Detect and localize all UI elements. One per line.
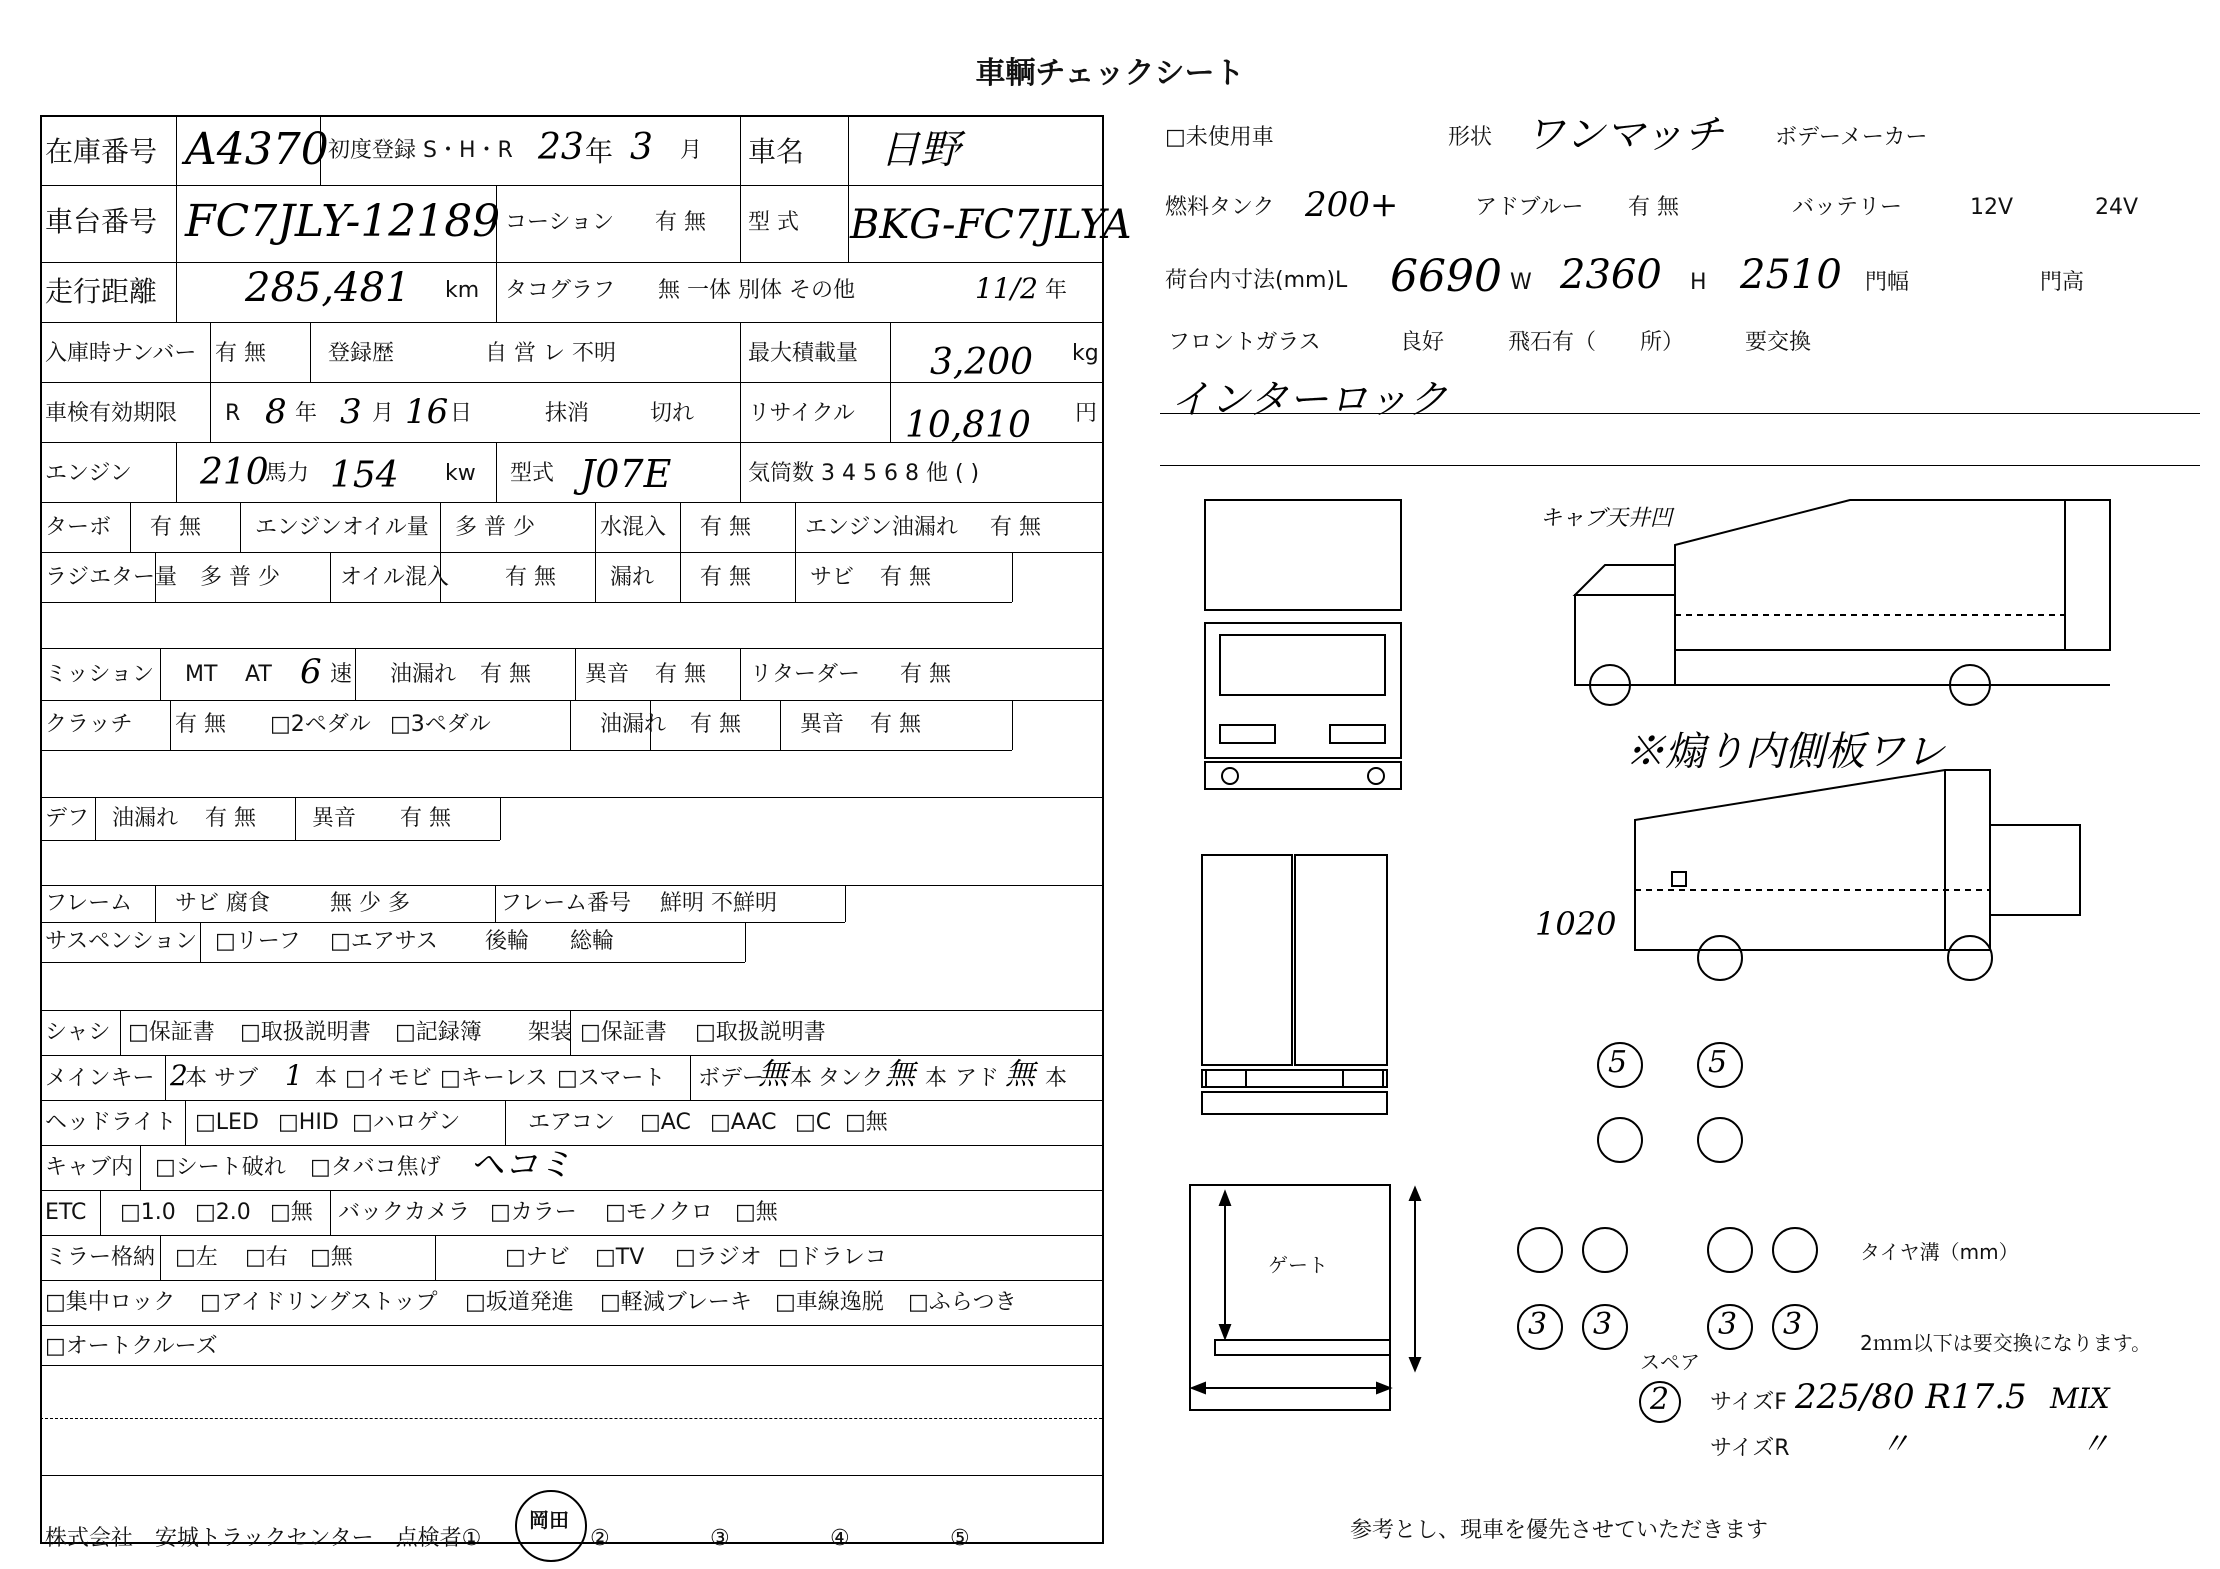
- recycle-label: リサイクル: [748, 401, 855, 426]
- engine-label: エンジン: [45, 461, 132, 486]
- registration-history-label: 登録歴: [328, 341, 395, 366]
- tire-rear-4: 3: [1783, 1307, 1803, 1342]
- first-registration-label: 初度登録 S・H・R: [328, 138, 513, 163]
- tire-rear-2: 3: [1593, 1307, 1613, 1342]
- first-registration-year: 23: [538, 127, 584, 168]
- tachograph-label: タコグラフ: [505, 278, 616, 303]
- caution-label: コーション: [505, 210, 615, 235]
- tire-size-rear: 〃: [1880, 1427, 1910, 1462]
- inspector-label: 株式会社 安城トラックセンター 点検者①: [45, 1526, 482, 1551]
- tire-rear-1: 3: [1528, 1307, 1548, 1342]
- first-registration-month: 3: [630, 127, 653, 168]
- cab-roof-note: キャブ天井凹: [1540, 506, 1673, 531]
- max-load-value: 3,200: [930, 342, 1034, 383]
- engine-model-value: J07E: [580, 452, 672, 496]
- inspection-expiry-label: 車検有効期限: [45, 401, 178, 426]
- chassis-number-value: FC7JLY-12189: [185, 196, 501, 247]
- footer-note: 参考とし、現車を優先させていただきます: [1350, 1518, 1769, 1543]
- chassis-number-label: 車台番号: [45, 205, 158, 238]
- model-label: 型 式: [748, 210, 799, 235]
- tire-front-right: 5: [1708, 1045, 1728, 1080]
- vehicle-name-value: 日野: [880, 127, 960, 173]
- mileage-label: 走行距離: [45, 275, 158, 308]
- body-damage-note: ※煽り内側板ワレ: [1625, 729, 1945, 775]
- model-value: BKG-FC7JLYA: [850, 202, 1132, 248]
- stock-number-label: 在庫番号: [45, 135, 158, 168]
- page-title: 車輌チェックシート: [975, 56, 1245, 91]
- tire-front-left: 5: [1608, 1045, 1628, 1080]
- vehicle-diagram: [1150, 480, 2210, 1440]
- tire-rear-3: 3: [1718, 1307, 1738, 1342]
- entry-plate-label: 入庫時ナンバー: [45, 341, 197, 366]
- mileage-value: 285,481: [245, 265, 411, 311]
- vehicle-name-label: 車名: [748, 135, 805, 168]
- max-load-label: 最大積載量: [748, 341, 859, 366]
- engine-model-label: 型式: [510, 461, 555, 486]
- spare-tire-value: 2: [1650, 1382, 1670, 1417]
- tire-size-front: 225/80 R17.5: [1795, 1377, 2027, 1417]
- stock-number-value: A4370: [185, 124, 329, 175]
- recycle-value: 10,810: [905, 405, 1031, 446]
- check-form-frame: [40, 115, 1104, 1544]
